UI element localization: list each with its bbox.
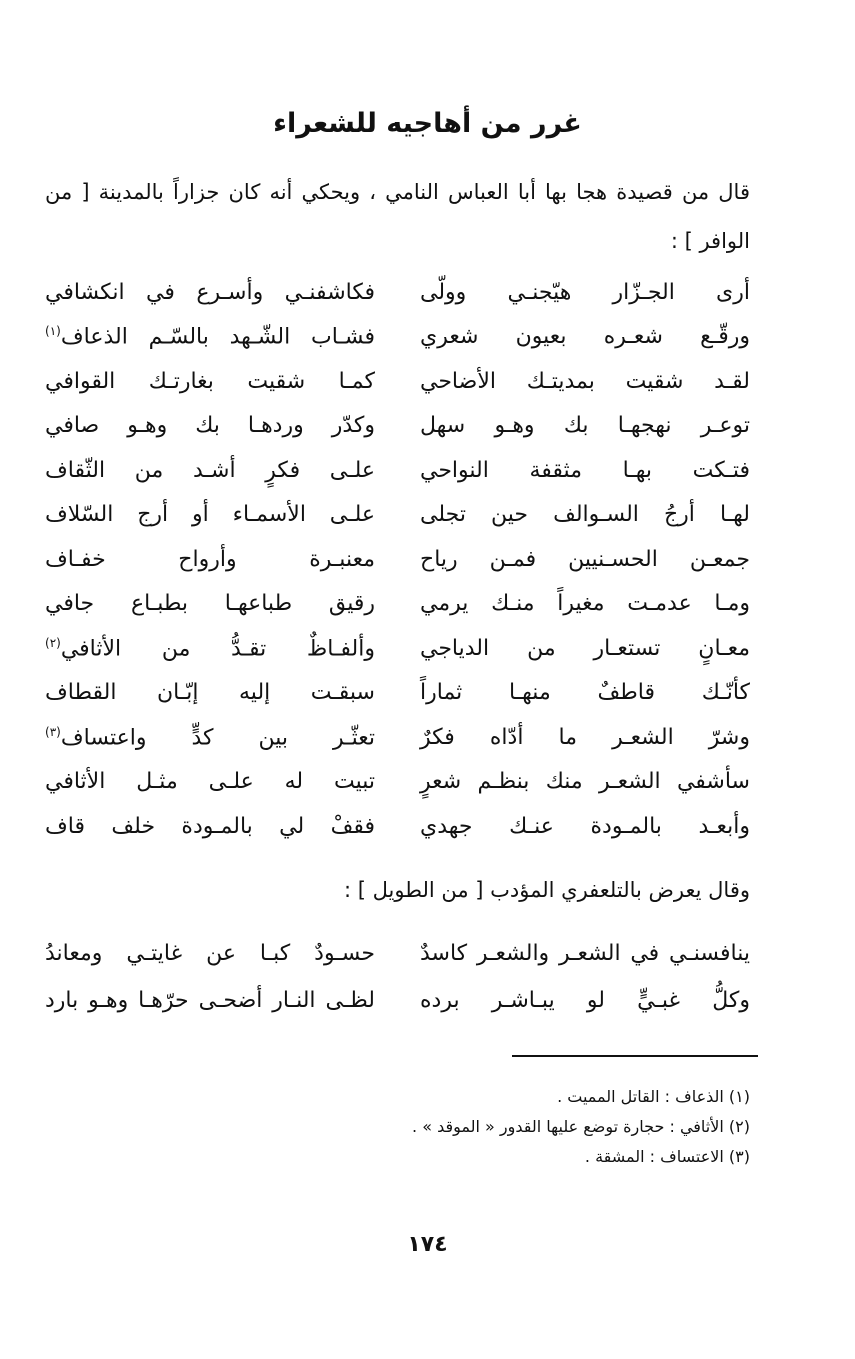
verse-first-hemistich: ينافسنـي في الشعـر والشعـر كاسدٌ <box>420 941 750 966</box>
poem-wafir <box>45 270 750 849</box>
intro-paragraph: قال من قصيدة هجا بها أبا العباس النامي ، ويحكي أنه كان جزاراً بالمدينة [ من الوافر ] : <box>45 180 750 253</box>
verse-line <box>45 270 750 315</box>
verse-first-hemistich: فتـكت بهـا مثقفة النواحي <box>420 457 750 483</box>
verse-first-hemistich: لقـد شقيت بمديتـك الأضاحي <box>420 368 750 394</box>
verse-second-hemistich <box>45 941 375 966</box>
verse-first-hemistich: وأبعـد بالمـودة عنـك جهدي <box>420 813 750 839</box>
verse-line <box>45 930 750 977</box>
verse-second-text: معنبـرة وأرواح خفـاف <box>45 546 375 572</box>
footnote-2: (٢) الأثافي : حجارة توضع عليها القدور « الموقد » . <box>412 1117 750 1136</box>
verse-line <box>45 448 750 493</box>
verse-line <box>45 804 750 849</box>
verse-second-text: رقيق طباعهـا بطبـاع جافي <box>45 591 375 617</box>
verse-second-text: لظـى النـار أضحـى حرّهـا وهـو بارد <box>45 988 375 1013</box>
verse-second-text: وألفـاظٌ تقـدُّ من الأثافي <box>60 635 375 661</box>
verse-line <box>45 582 750 627</box>
verse-first-hemistich: جمعـن الحسـنيين فمـن رياح <box>420 546 750 572</box>
verse-second-hemistich <box>45 769 375 794</box>
verse-second-text: فقفْ لي بالمـودة خلف قاف <box>45 813 375 839</box>
footnote-marker: (٢) <box>45 635 61 650</box>
verse-first-hemistich: أرى الجـزّار هيّجنـي وولّى <box>420 279 750 305</box>
verse-second-text: فشـاب الشّـهد بالسّـم الذعاف <box>60 324 375 350</box>
verse-line <box>45 760 750 805</box>
verse-line <box>45 671 750 716</box>
verse-line <box>45 626 750 671</box>
verse-second-hemistich <box>45 502 375 527</box>
verse-second-text: كمـا شقيت بغارتـك القوافي <box>45 368 375 394</box>
verse-line <box>45 977 750 1024</box>
verse-first-hemistich: وشرّ الشعـر ما أدّاه فكرٌ <box>420 724 750 750</box>
verse-first-hemistich: توعـر نهجهـا بك وهـو سهل <box>420 413 750 439</box>
footnote-marker: (١) <box>45 324 61 339</box>
verse-second-text: حسـودٌ كبـا عن غايتـي ومعاندُ <box>45 941 375 966</box>
verse-second-text: علـى الأسمـاء أو أرج السّلاف <box>45 502 375 528</box>
verse-second-text: وكدّر وردهـا بك وهـو صافي <box>45 413 375 439</box>
verse-second-hemistich <box>45 280 375 305</box>
verse-line <box>45 715 750 760</box>
verse-second-hemistich <box>45 814 375 839</box>
verse-first-hemistich: ومـا عدمـت مغيراً منـك يرمي <box>420 591 750 617</box>
verse-second-hemistich <box>45 458 375 483</box>
verse-first-hemistich: ورقّـع شعـره بعيون شعري <box>420 324 750 350</box>
verse-second-text: علـى فكرٍ أشـد من الثّقاف <box>45 457 375 483</box>
verse-line <box>45 315 750 360</box>
verse-line <box>45 493 750 538</box>
verse-line <box>45 359 750 404</box>
verse-line <box>45 537 750 582</box>
verse-second-hemistich <box>45 636 375 661</box>
footnote-marker: (٣) <box>45 724 61 739</box>
page-number: ١٧٤ <box>407 1232 448 1257</box>
verse-first-hemistich: سأشفي الشعـر منك بنظـم شعرٍ <box>420 769 750 795</box>
footnotes <box>150 1082 750 1172</box>
verse-second-hemistich <box>45 591 375 616</box>
verse-second-hemistich <box>45 324 375 349</box>
verse-second-text: فكاشفنـي وأسـرع في انكشافي <box>45 279 375 305</box>
poem-tawil <box>45 930 750 1024</box>
footnote-divider <box>512 1055 758 1057</box>
verse-second-hemistich <box>45 680 375 705</box>
verse-first-hemistich: وكلُّ غبـيٍّ لو يبـاشـر برده <box>420 988 750 1013</box>
verse-first-hemistich: لهـا أرجُ السـوالف حين تجلى <box>420 502 750 528</box>
verse-second-hemistich <box>45 413 375 438</box>
verse-second-text: تعثّـر بين كدٍّ واعتساف <box>60 724 375 750</box>
verse-second-hemistich <box>45 369 375 394</box>
verse-second-hemistich <box>45 547 375 572</box>
page-title: غرر من أهاجيه للشعراء <box>273 108 582 139</box>
verse-second-hemistich <box>45 988 375 1013</box>
verse-second-text: سبقـت إليه إبّـان القطاف <box>45 680 375 706</box>
footnote-3: (٣) الاعتساف : المشقة . <box>584 1147 750 1166</box>
footnote-1: (١) الذعاف : القاتل المميت . <box>557 1087 750 1106</box>
verse-first-hemistich: كأنّـك قاطفٌ منهـا ثماراً <box>420 680 750 706</box>
verse-first-hemistich: معـانٍ تستعـار من الدياجي <box>420 635 750 661</box>
second-poem-intro: وقال يعرض بالتلعفري المؤدب [ من الطويل ] : <box>344 878 750 902</box>
verse-second-hemistich <box>45 725 375 750</box>
verse-second-text: تبيت له علـى مثـل الأثافي <box>45 769 375 795</box>
verse-line <box>45 404 750 449</box>
